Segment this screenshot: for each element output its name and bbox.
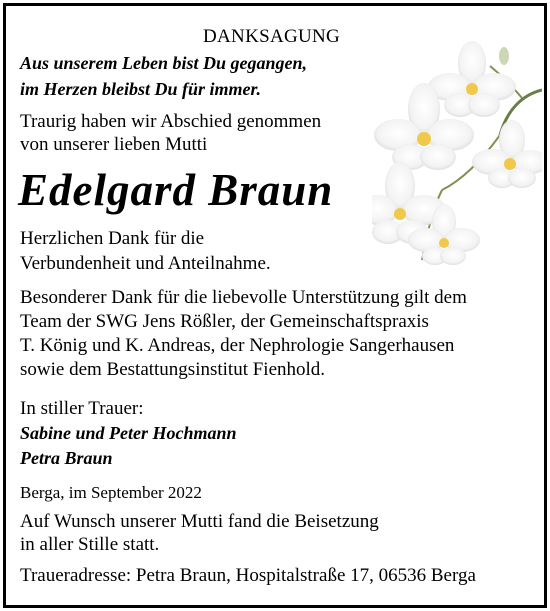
thanks-line-2: Verbundenheit und Anteilnahme.	[20, 253, 271, 274]
burial-note-line-2: in aller Stille statt.	[20, 534, 160, 555]
special-thanks-line-1: Besonderer Dank für die liebevolle Unterstützung gilt dem	[20, 287, 467, 308]
mourner-2: Petra Braun	[20, 448, 113, 468]
mourner-1: Sabine und Peter Hochmann	[20, 423, 237, 443]
notice-heading: DANKSAGUNG	[203, 26, 341, 47]
thanks-line-1: Herzlichen Dank für die	[20, 228, 205, 249]
special-thanks-line-2: Team der SWG Jens Rößler, der Gemeinschaftspraxis	[20, 311, 429, 332]
burial-note-line-1: Auf Wunsch unserer Mutti fand die Beisetzung	[20, 511, 379, 532]
intro-line-2: von unserer lieben Mutti	[20, 134, 208, 155]
deceased-name: Edelgard Braun	[18, 165, 334, 215]
orchid-flower-image	[372, 40, 542, 270]
motto-line-1: Aus unserem Leben bist Du gegangen,	[20, 53, 308, 73]
special-thanks-line-3: T. König und K. Andreas, der Nephrologie Sangerhausen	[20, 335, 455, 356]
special-thanks-line-4: sowie dem Bestattungsinstitut Fienhold.	[20, 359, 326, 380]
motto-line-2: im Herzen bleibst Du für immer.	[20, 79, 262, 99]
mourning-intro: In stiller Trauer:	[20, 398, 144, 419]
mourning-address: Traueradresse: Petra Braun, Hospitalstraße 17, 06536 Berga	[20, 565, 476, 586]
place-date: Berga, im September 2022	[20, 483, 202, 502]
intro-line-1: Traurig haben wir Abschied genommen	[20, 111, 322, 132]
